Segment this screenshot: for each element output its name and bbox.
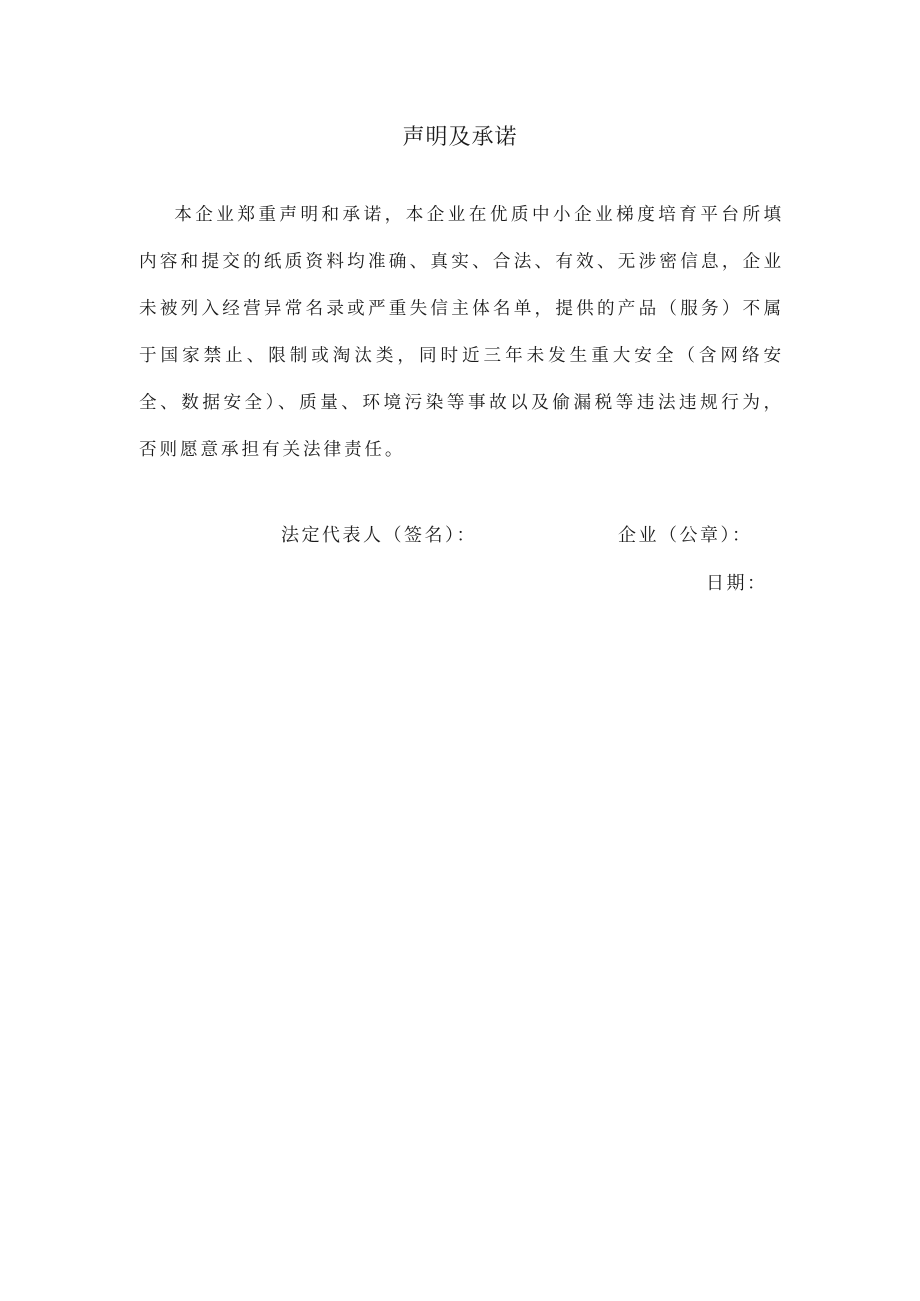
- date-label: 日期：: [706, 573, 768, 594]
- legal-representative-signature-label: 法定代表人（签名）：: [281, 525, 477, 546]
- declaration-body: 本企业郑重声明和承诺，本企业在优质中小企业梯度培育平台所填内容和提交的纸质资料均准确、真实、合法、有效、无涉密信息，企业未被列入经营异常名录或严重失信主体名单，提供的产品（服务）不属于国家禁止、限制或淘汰类，同时近三年未发生重大安全（含网络安全、数据安全）、质量、环境污染等事故以及偷漏税等违法违规行为，否则愿意承担有关法律责任。: [139, 205, 784, 460]
- document-title: 声明及承诺: [402, 125, 518, 150]
- company-seal-label: 企业（公章）：: [618, 525, 753, 546]
